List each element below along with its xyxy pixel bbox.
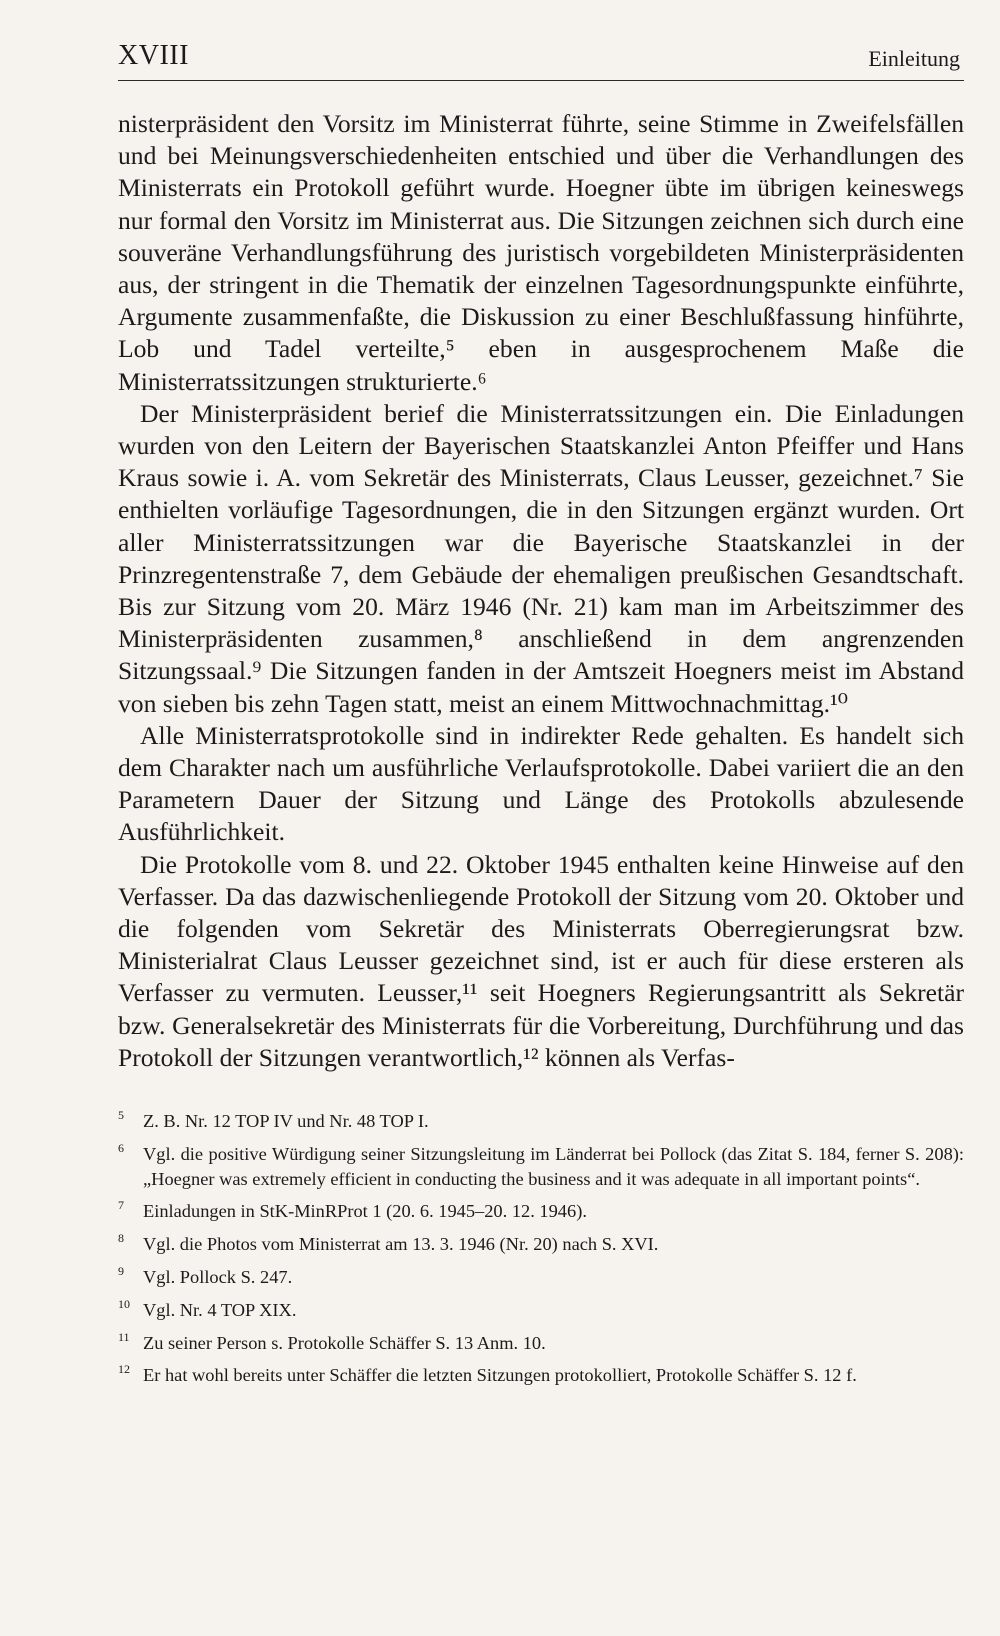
footnote-text: Vgl. Nr. 4 TOP XIX.	[143, 1299, 297, 1320]
paragraph-4: Die Protokolle vom 8. und 22. Oktober 1945 enthalten keine Hinweise auf den Verfasser. Da das dazwischenliegende Protokoll der Sitzung vom 20. Oktober und die folgenden vom Sekretär des Ministerrats Oberregierungsrat bzw. Ministerialrat Claus Leusser gezeichnet sind, ist er auch für diese ersteren als Verfasser zu vermuten. Leusser,¹¹ seit Hoegners Regierungsantritt als Sekretär bzw. Generalsekretär des Ministerrats für die Vorbereitung, Durchführung und das Protokoll der Sitzungen verantwortlich,¹² können als Verfas-	[118, 849, 964, 1072]
footnote-number: 9	[118, 1264, 124, 1279]
paragraph-2: Der Ministerpräsident berief die Ministerratssitzungen ein. Die Einladungen wurden von den Leitern der Bayerischen Staatskanzlei Anton Pfeiffer und Hans Kraus sowie i. A. vom Sekretär des Ministerrats, Claus Leusser, gezeichnet.⁷ Sie enthielten vorläufige Tagesordnungen, die in den Sitzungen ergänzt wurden. Ort aller Ministerratssitzungen war die Bayerische Staatskanzlei in der Prinzregentenstraße 7, dem Gebäude der ehemaligen preußischen Gesandtschaft. Bis zur Sitzung vom 20. März 1946 (Nr. 21) kam man im Arbeitszimmer des Ministerpräsidenten zusammen,⁸ anschließend in dem angrenzenden Sitzungssaal.⁹ Die Sitzungen fanden in der Amtszeit Hoegners meist im Abstand von sieben bis zehn Tagen statt, meist an einem Mittwochnachmittag.¹⁰	[118, 398, 964, 718]
footnote-9	[118, 1265, 964, 1290]
footnote-number: 8	[118, 1231, 124, 1246]
paragraph-1: nisterpräsident den Vorsitz im Ministerrat führte, seine Stimme in Zweifelsfällen und bei Meinungsverschiedenheiten entschied und über die Verhandlungen des Ministerrats ein Protokoll geführt wurde. Hoegner übte im übrigen keineswegs nur formal den Vorsitz im Ministerrat aus. Die Sitzungen zeichnen sich durch eine souveräne Verhandlungsführung des juristisch vorgebildeten Ministerpräsidenten aus, der stringent in die Thematik der einzelnen Tagesordnungspunkte einführte, Argumente zusammenfaßte, die Diskussion zu einer Beschlußfassung hinführte, Lob und Tadel verteilte,⁵ eben in ausgesprochenem Maße die Ministerratssitzungen strukturierte.⁶	[118, 109, 964, 396]
footnote-text: Z. B. Nr. 12 TOP IV und Nr. 48 TOP I.	[143, 1111, 429, 1132]
page-number: XVIII	[118, 40, 189, 71]
footnote-number: 7	[118, 1198, 124, 1213]
paragraph-3: Alle Ministerratsprotokolle sind in indirekter Rede gehalten. Es handelt sich dem Charakter nach um ausführliche Verlaufsprotokolle. Dabei variiert die an den Parametern Dauer der Sitzung und Länge des Protokolls abzulesende Ausführlichkeit.	[118, 720, 964, 847]
footnote-text: Vgl. die positive Würdigung seiner Sitzungsleitung im Länderrat bei Pollock (das Zitat S. 184, ferner S. 208): „Hoegner was extremely efficient in conducting the business and it was adequate in all important points“.	[143, 1143, 964, 1189]
footnote-12	[118, 1363, 964, 1388]
footnote-text: Vgl. die Photos vom Ministerrat am 13. 3. 1946 (Nr. 20) nach S. XVI.	[143, 1234, 659, 1255]
footnote-5	[118, 1109, 964, 1134]
footnote-text: Er hat wohl bereits unter Schäffer die letzten Sitzungen protokolliert, Protokolle Schäffer S. 12 f.	[143, 1365, 857, 1386]
footnote-7	[118, 1199, 964, 1224]
footnote-number: 12	[118, 1362, 130, 1377]
section-title: Einleitung	[868, 46, 960, 71]
page-bottom-space	[118, 1549, 119, 1550]
footnotes	[118, 1109, 964, 1388]
footnote-number: 10	[118, 1296, 130, 1311]
footnote-number: 11	[118, 1329, 130, 1344]
footnote-10	[118, 1298, 964, 1323]
footnote-text: Vgl. Pollock S. 247.	[143, 1267, 293, 1288]
footnote-11	[118, 1331, 964, 1356]
footnote-number: 6	[118, 1140, 124, 1155]
footnote-6	[118, 1142, 964, 1192]
footnote-text: Einladungen in StK-MinRProt 1 (20. 6. 1945–20. 12. 1946).	[143, 1201, 587, 1222]
footnote-number: 5	[118, 1108, 124, 1123]
body-text	[118, 108, 964, 1074]
running-head	[118, 40, 964, 81]
footnote-8	[118, 1232, 964, 1257]
footnote-text: Zu seiner Person s. Protokolle Schäffer S. 13 Anm. 10.	[143, 1332, 546, 1353]
